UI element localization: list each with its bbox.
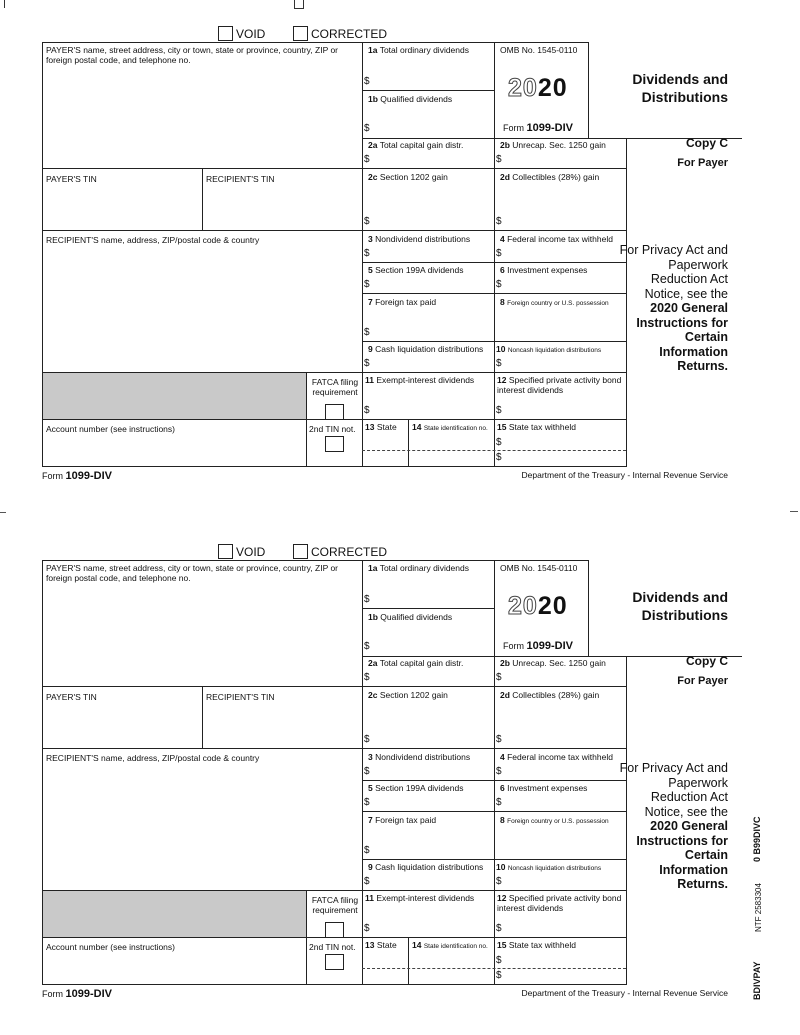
corrected-checkbox-group[interactable] [293, 544, 387, 559]
privacy-notice: For Privacy Act and Paperwork Reduction Act Notice, see the 2020 General Instructions for Certain Information Returns. [619, 243, 728, 373]
privacy-notice: For Privacy Act and Paperwork Reduction Act Notice, see the 2020 General Instructions for Certain Information Returns. [619, 761, 728, 891]
box-11-field[interactable]: $ [364, 405, 370, 416]
box-1a-field[interactable]: $ [364, 594, 370, 605]
box-14-label: 14 State identification no. [412, 940, 488, 950]
box-11-field[interactable]: $ [364, 923, 370, 934]
recipient-name-label: RECIPIENT'S name, address, ZIP/postal code & country [46, 235, 260, 245]
box-13-label: 13 State [365, 940, 397, 950]
box-2d-field[interactable]: $ [496, 216, 502, 227]
form-title: Dividends and Distributions [632, 589, 728, 623]
box-2c-field[interactable]: $ [364, 734, 370, 745]
box-5-field[interactable]: $ [364, 279, 370, 290]
box-2a-field[interactable]: $ [364, 672, 370, 683]
tax-year: 2020 [508, 592, 568, 620]
box-1a-label: 1a Total ordinary dividends [368, 563, 469, 573]
box-2a-field[interactable]: $ [364, 154, 370, 165]
side-code-b99divc: 0 B99DIVC [752, 816, 762, 862]
box-10-field[interactable]: $ [496, 876, 502, 887]
box-15-field-1[interactable]: $ [496, 955, 502, 966]
box-4-field[interactable]: $ [496, 248, 502, 259]
void-label: VOID [236, 544, 266, 559]
box-6-field[interactable]: $ [496, 279, 502, 290]
box-3-label: 3 Nondividend distributions [368, 752, 471, 762]
box-8-label: 8 Foreign country or U.S. possession [500, 815, 609, 825]
box-4-label: 4 Federal income tax withheld [500, 234, 613, 244]
box-3-field[interactable]: $ [364, 766, 370, 777]
box-15-label: 15 State tax withheld [497, 940, 576, 950]
corrected-label: CORRECTED [311, 544, 388, 559]
fatca-label: FATCA filing requirement [311, 895, 359, 915]
box-5-label: 5 Section 199A dividends [368, 783, 464, 793]
box-1a-field[interactable]: $ [364, 76, 370, 87]
box-5-label: 5 Section 199A dividends [368, 265, 464, 275]
form-title: Dividends and Distributions [632, 71, 728, 105]
box-7-label: 7 Foreign tax paid [368, 815, 437, 825]
separator-mark-left [0, 512, 6, 513]
box-15-label: 15 State tax withheld [497, 422, 576, 432]
form-id-block: Form 1099-DIV [503, 640, 573, 652]
fatca-checkbox[interactable] [325, 404, 344, 420]
void-checkbox[interactable] [218, 26, 233, 41]
box-12-field[interactable]: $ [496, 923, 502, 934]
payer-name-label: PAYER'S name, street address, city or town, state or province, country, ZIP or foreign postal code, and telephone no. [46, 45, 339, 65]
shaded-area [43, 373, 306, 419]
omb-number: OMB No. 1545-0110 [500, 45, 578, 55]
copy-label: Copy C [686, 654, 728, 668]
footer-department: Department of the Treasury - Internal Revenue Service [521, 470, 728, 480]
void-checkbox-group[interactable] [218, 26, 265, 41]
form-1099-div-copy [0, 518, 800, 998]
box-10-label: 10 Noncash liquidation distributions [496, 862, 602, 872]
payer-tin-label: PAYER'S TIN [46, 692, 97, 702]
box-7-field[interactable]: $ [364, 845, 370, 856]
box-15-field-2[interactable]: $ [496, 970, 502, 981]
box-9-field[interactable]: $ [364, 358, 370, 369]
corrected-checkbox-group[interactable] [293, 26, 387, 41]
footer-form-id: Form 1099-DIV [42, 470, 112, 482]
box-1a-label: 1a Total ordinary dividends [368, 45, 469, 55]
box-1b-field[interactable]: $ [364, 641, 370, 652]
box-15-field-2[interactable]: $ [496, 452, 502, 463]
box-1b-label: 1b Qualified dividends [368, 612, 453, 622]
shaded-area [43, 891, 306, 937]
box-10-label: 10 Noncash liquidation distributions [496, 344, 602, 354]
box-9-label: 9 Cash liquidation distributions [368, 344, 484, 354]
box-2d-field[interactable]: $ [496, 734, 502, 745]
box-1b-label: 1b Qualified dividends [368, 94, 453, 104]
box-2b-field[interactable]: $ [496, 672, 502, 683]
box-2b-label: 2b Unrecap. Sec. 1250 gain [500, 658, 606, 668]
box-7-label: 7 Foreign tax paid [368, 297, 437, 307]
box-9-label: 9 Cash liquidation distributions [368, 862, 484, 872]
second-tin-checkbox[interactable] [325, 436, 344, 452]
box-11-label: 11 Exempt-interest dividends [365, 893, 475, 903]
box-2a-label: 2a Total capital gain distr. [368, 140, 464, 150]
box-2a-label: 2a Total capital gain distr. [368, 658, 464, 668]
box-15-field-1[interactable]: $ [496, 437, 502, 448]
box-4-label: 4 Federal income tax withheld [500, 752, 613, 762]
box-12-label: 12 Specified private activity bond interest dividends [497, 893, 622, 913]
box-12-label: 12 Specified private activity bond interest dividends [497, 375, 622, 395]
box-6-label: 6 Investment expenses [500, 783, 588, 793]
box-3-label: 3 Nondividend distributions [368, 234, 471, 244]
for-payer-label: For Payer [677, 675, 728, 687]
box-2c-label: 2c Section 1202 gain [368, 172, 448, 182]
box-2d-label: 2d Collectibles (28%) gain [500, 690, 600, 700]
box-7-field[interactable]: $ [364, 327, 370, 338]
corrected-checkbox[interactable] [293, 26, 308, 41]
form-1099-div-copy [0, 0, 800, 480]
box-2d-label: 2d Collectibles (28%) gain [500, 172, 600, 182]
footer-form-id: Form 1099-DIV [42, 988, 112, 1000]
for-payer-label: For Payer [677, 157, 728, 169]
second-tin-checkbox[interactable] [325, 954, 344, 970]
corrected-checkbox[interactable] [293, 544, 308, 559]
second-tin-label: 2nd TIN not. [309, 942, 356, 952]
form-id-block: Form 1099-DIV [503, 122, 573, 134]
box-2b-field[interactable]: $ [496, 154, 502, 165]
void-checkbox-group[interactable] [218, 544, 265, 559]
account-label: Account number (see instructions) [46, 942, 175, 952]
second-tin-label: 2nd TIN not. [309, 424, 356, 434]
box-9-field[interactable]: $ [364, 876, 370, 887]
box-8-label: 8 Foreign country or U.S. possession [500, 297, 609, 307]
separator-mark-right [790, 511, 798, 512]
box-2b-label: 2b Unrecap. Sec. 1250 gain [500, 140, 606, 150]
void-checkbox[interactable] [218, 544, 233, 559]
recipient-tin-label: RECIPIENT'S TIN [206, 692, 275, 702]
side-code-bdivpay: BDIVPAY [752, 961, 762, 1000]
box-3-field[interactable]: $ [364, 248, 370, 259]
tax-year: 2020 [508, 74, 568, 102]
box-11-label: 11 Exempt-interest dividends [365, 375, 475, 385]
box-2c-field[interactable]: $ [364, 216, 370, 227]
box-2c-label: 2c Section 1202 gain [368, 690, 448, 700]
fatca-label: FATCA filing requirement [311, 377, 359, 397]
box-6-label: 6 Investment expenses [500, 265, 588, 275]
void-label: VOID [236, 26, 266, 41]
account-label: Account number (see instructions) [46, 424, 175, 434]
box-5-field[interactable]: $ [364, 797, 370, 808]
box-14-label: 14 State identification no. [412, 422, 488, 432]
fatca-checkbox[interactable] [325, 922, 344, 938]
payer-name-label: PAYER'S name, street address, city or town, state or province, country, ZIP or foreign postal code, and telephone no. [46, 563, 339, 583]
box-4-field[interactable]: $ [496, 766, 502, 777]
recipient-tin-label: RECIPIENT'S TIN [206, 174, 275, 184]
box-10-field[interactable]: $ [496, 358, 502, 369]
box-13-label: 13 State [365, 422, 397, 432]
omb-number: OMB No. 1545-0110 [500, 563, 578, 573]
recipient-name-label: RECIPIENT'S name, address, ZIP/postal code & country [46, 753, 260, 763]
box-1b-field[interactable]: $ [364, 123, 370, 134]
payer-tin-label: PAYER'S TIN [46, 174, 97, 184]
copy-label: Copy C [686, 136, 728, 150]
footer-department: Department of the Treasury - Internal Revenue Service [521, 988, 728, 998]
box-6-field[interactable]: $ [496, 797, 502, 808]
box-12-field[interactable]: $ [496, 405, 502, 416]
corrected-label: CORRECTED [311, 26, 388, 41]
side-code-ntf: NTF 2583304 [754, 883, 763, 932]
